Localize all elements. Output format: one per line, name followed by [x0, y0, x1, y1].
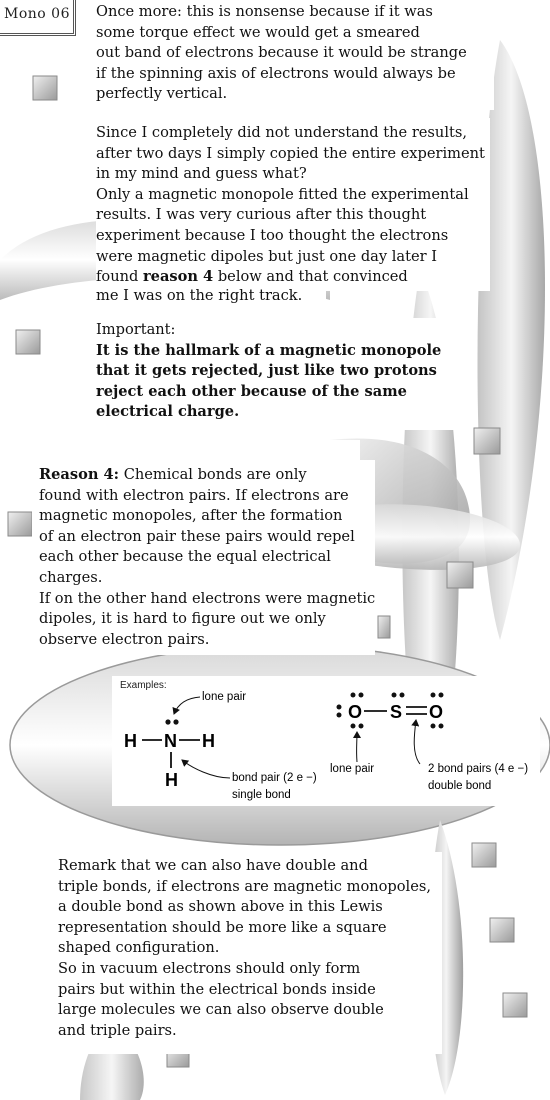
text-line: that it gets rejected, just like two protons [96, 362, 437, 380]
text-line: electrical charge. [96, 403, 240, 421]
text-line: shaped configuration. [58, 939, 220, 957]
text-line: in my mind and guess what? [96, 165, 307, 183]
text-line: after two days I simply copied the entire experiment [96, 144, 485, 162]
text-line: magnetic monopoles, after the formation [39, 507, 343, 525]
two-bond-pairs-label: 2 bond pairs (4 e −) [428, 763, 529, 775]
text-line: triple bonds, if electrons are magnetic monopoles, [58, 877, 431, 895]
text-line: found with electron pairs. If electrons are [39, 486, 349, 504]
text-line: me I was on the right track. [96, 287, 303, 304]
text-line: each other because the equal electrical [39, 548, 331, 566]
single-bond-label: single bond [232, 789, 291, 801]
lone-pair-dot [173, 719, 178, 724]
reason-4-reference: reason 4 [142, 268, 214, 286]
text-line: experiment because I too thought the electrons [96, 226, 449, 244]
text-fragment: found [96, 268, 143, 286]
text-line: If on the other hand electrons were magnetic [39, 589, 376, 607]
paragraph-experiment [96, 118, 490, 291]
lewis-structure-figure [112, 676, 540, 806]
lone-pair-label: lone pair [202, 691, 247, 703]
text-fragment: below and that convinced [213, 268, 408, 286]
page-tag: Mono 06 [4, 6, 70, 22]
text-fragment: Chemical bonds are only [119, 466, 307, 483]
remark-block [52, 852, 442, 1054]
lone-pair-arrow [174, 697, 200, 714]
text-line: charges. [39, 568, 103, 586]
paragraph-torque [96, 0, 494, 110]
text-line: of an electron pair these pairs would repel [39, 527, 355, 545]
atom-h-left: H [124, 731, 137, 751]
text-line: reject each other because of the same [96, 382, 407, 400]
text-line: if the spinning axis of electrons would always be [96, 64, 456, 82]
text-line: observe electron pairs. [39, 630, 210, 648]
text-line: So in vacuum electrons should only form [58, 959, 361, 977]
text-line: Since I completely did not understand the results, [96, 124, 467, 141]
bond-pair-label: bond pair (2 e −) [232, 772, 317, 784]
bond-pair-arrow [182, 760, 230, 778]
examples-label: Examples: [120, 680, 167, 691]
lone-pair-dot [165, 719, 170, 724]
atom-o-left: O [348, 702, 363, 722]
double-bond-arrow [414, 720, 420, 764]
atom-s: S [390, 702, 403, 722]
atom-o-right: O [429, 702, 444, 722]
text-line: were magnetic dipoles but just one day later I [96, 247, 438, 265]
text-line: It is the hallmark of a magnetic monopole [96, 341, 442, 359]
text-line [39, 465, 375, 486]
double-bond-label: double bond [428, 780, 492, 792]
reason-4-block [32, 460, 375, 655]
text-line: some torque effect we would get a smeared [96, 23, 420, 41]
page-tag-box [0, 0, 76, 36]
text-line: Only a magnetic monopole fitted the experimental [96, 185, 469, 203]
important-label: Important: [96, 321, 176, 338]
atom-h-right: H [202, 731, 215, 751]
text-line: out band of electrons because it would be strange [96, 44, 467, 62]
text-line: large molecules we can also observe double [58, 1001, 384, 1019]
text-line: perfectly vertical. [96, 85, 228, 103]
text-line: Remark that we can also have double and [58, 857, 368, 874]
text-line: dipoles, it is hard to figure out we only [39, 610, 326, 628]
text-line: a double bond as shown above in this Lewis [58, 898, 383, 916]
important-block [96, 318, 460, 430]
lone-pair-label-so2: lone pair [330, 763, 375, 775]
text-line: results. I was very curious after this thought [96, 206, 427, 224]
atom-h-bottom: H [165, 770, 178, 790]
reason-4-label: Reason 4: [39, 466, 120, 483]
text-line: pairs but within the electrical bonds inside [58, 980, 376, 998]
text-line: and triple pairs. [58, 1021, 177, 1039]
text-line [96, 267, 490, 288]
atom-n: N [164, 731, 177, 751]
text-line: representation should be more like a square [58, 918, 387, 936]
text-line: Once more: this is nonsense because if it was [96, 3, 433, 20]
